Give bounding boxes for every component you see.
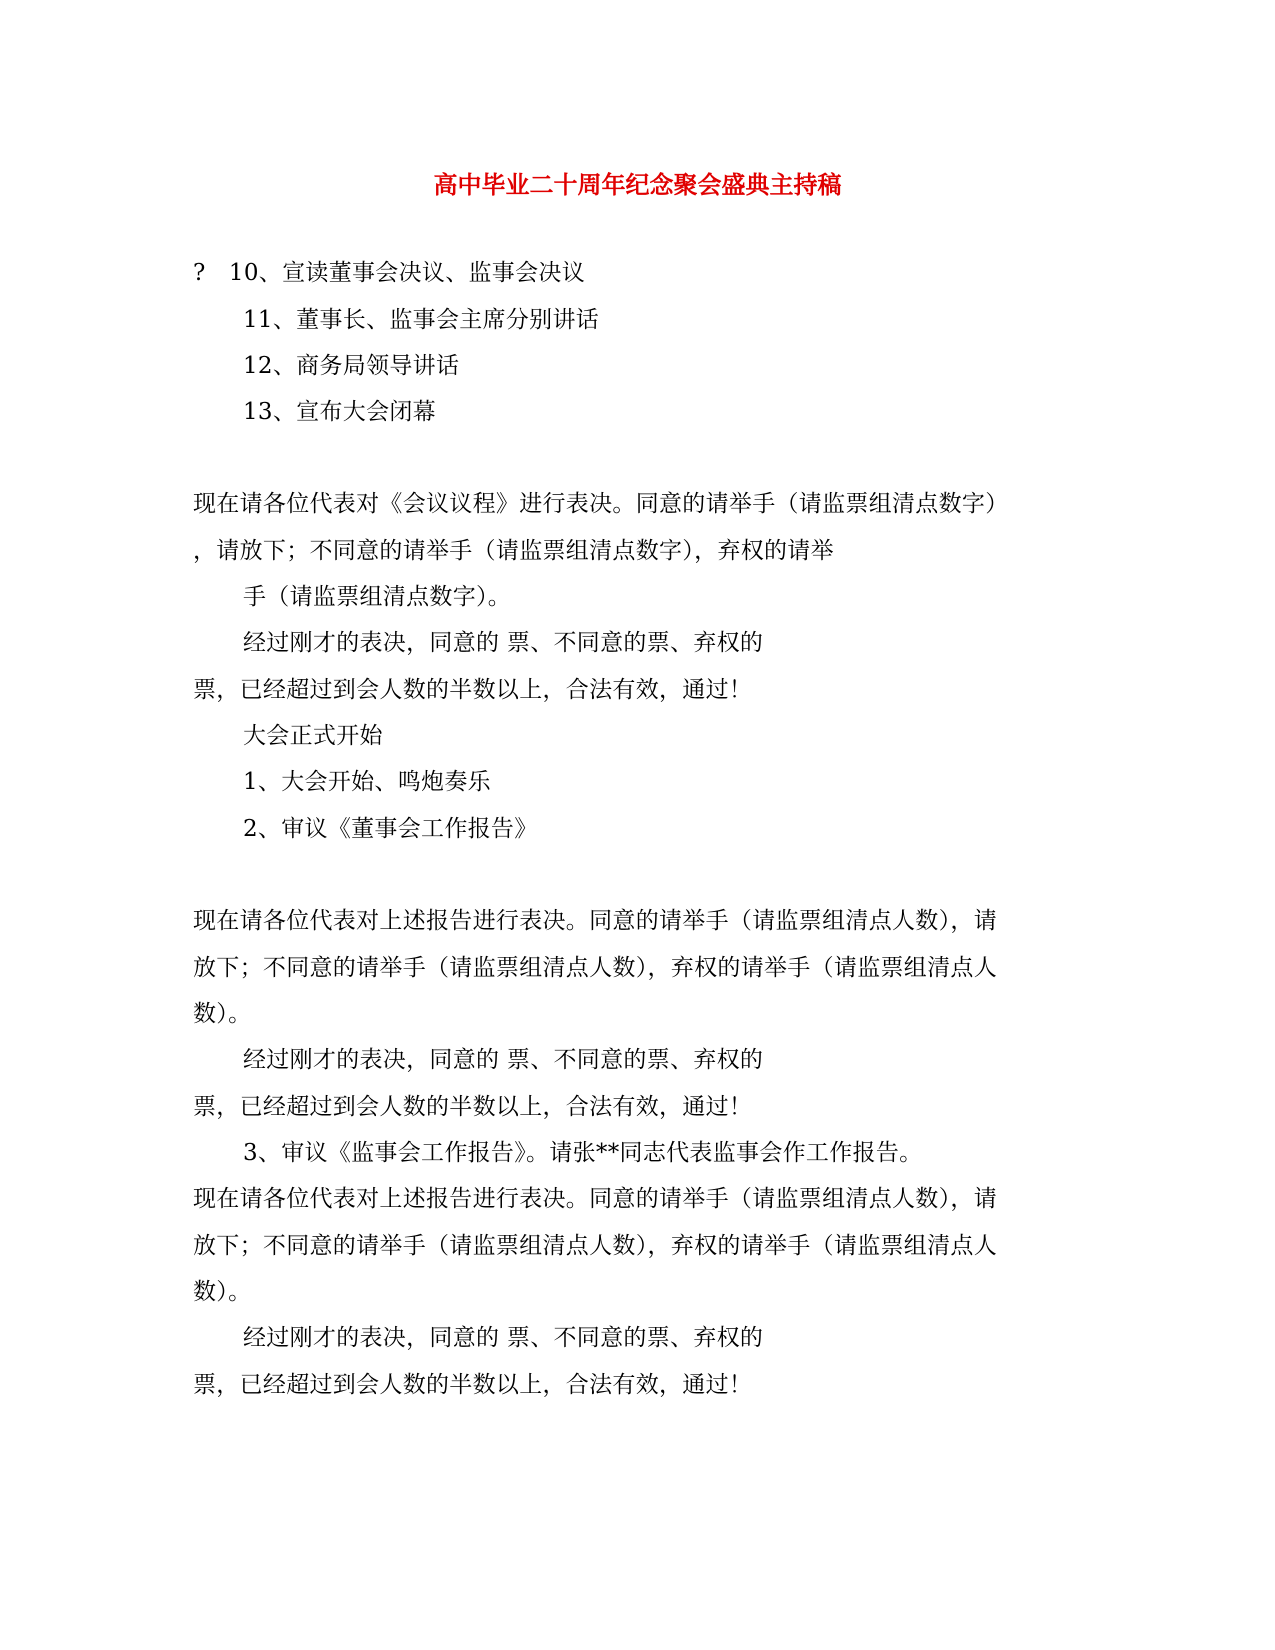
paragraph-line: 票，已经超过到会人数的半数以上，合法有效，通过！ xyxy=(193,677,753,703)
paragraph-line: 数）。 xyxy=(193,1279,252,1305)
paragraph-line: 放下；不同意的请举手（请监票组清点人数），弃权的请举手（请监票组清点人 xyxy=(193,955,997,981)
agenda-item-11: 11、董事长、监事会主席分别讲话 xyxy=(243,307,600,333)
paragraph-line: 经过刚才的表决，同意的 票、不同意的票、弃权的 xyxy=(243,630,764,656)
paragraph-line: 现在请各位代表对上述报告进行表决。同意的请举手（请监票组清点人数），请 xyxy=(193,1186,997,1212)
agenda-item-12: 12、商务局领导讲话 xyxy=(243,353,460,379)
paragraph-line: 放下；不同意的请举手（请监票组清点人数），弃权的请举手（请监票组清点人 xyxy=(193,1233,997,1259)
paragraph-line: 手（请监票组清点数字）。 xyxy=(243,584,512,610)
paragraph-line: 票，已经超过到会人数的半数以上，合法有效，通过！ xyxy=(193,1094,753,1120)
paragraph-line: 现在请各位代表对《会议议程》进行表决。同意的请举手（请监票组清点数字） xyxy=(193,491,1009,517)
agenda-item-2: 2、审议《董事会工作报告》 xyxy=(243,816,538,842)
paragraph-line: 大会正式开始 xyxy=(243,723,383,749)
agenda-item-13: 13、宣布大会闭幕 xyxy=(243,399,436,425)
agenda-item-10: ? 10、宣读董事会决议、监事会决议 xyxy=(193,260,585,286)
agenda-item-1: 1、大会开始、鸣炮奏乐 xyxy=(243,769,491,795)
paragraph-line: 数）。 xyxy=(193,1001,252,1027)
paragraph-line: 现在请各位代表对上述报告进行表决。同意的请举手（请监票组清点人数），请 xyxy=(193,908,997,934)
paragraph-line: 经过刚才的表决，同意的 票、不同意的票、弃权的 xyxy=(243,1047,764,1073)
paragraph-line: ，请放下；不同意的请举手（请监票组清点数字），弃权的请举 xyxy=(193,538,834,564)
paragraph-line: 票，已经超过到会人数的半数以上，合法有效，通过！ xyxy=(193,1372,753,1398)
paragraph-line: 经过刚才的表决，同意的 票、不同意的票、弃权的 xyxy=(243,1325,764,1351)
document-title: 高中毕业二十周年纪念聚会盛典主持稿 xyxy=(433,170,842,199)
agenda-item-3: 3、审议《监事会工作报告》。请张**同志代表监事会作工作报告。 xyxy=(243,1140,923,1166)
